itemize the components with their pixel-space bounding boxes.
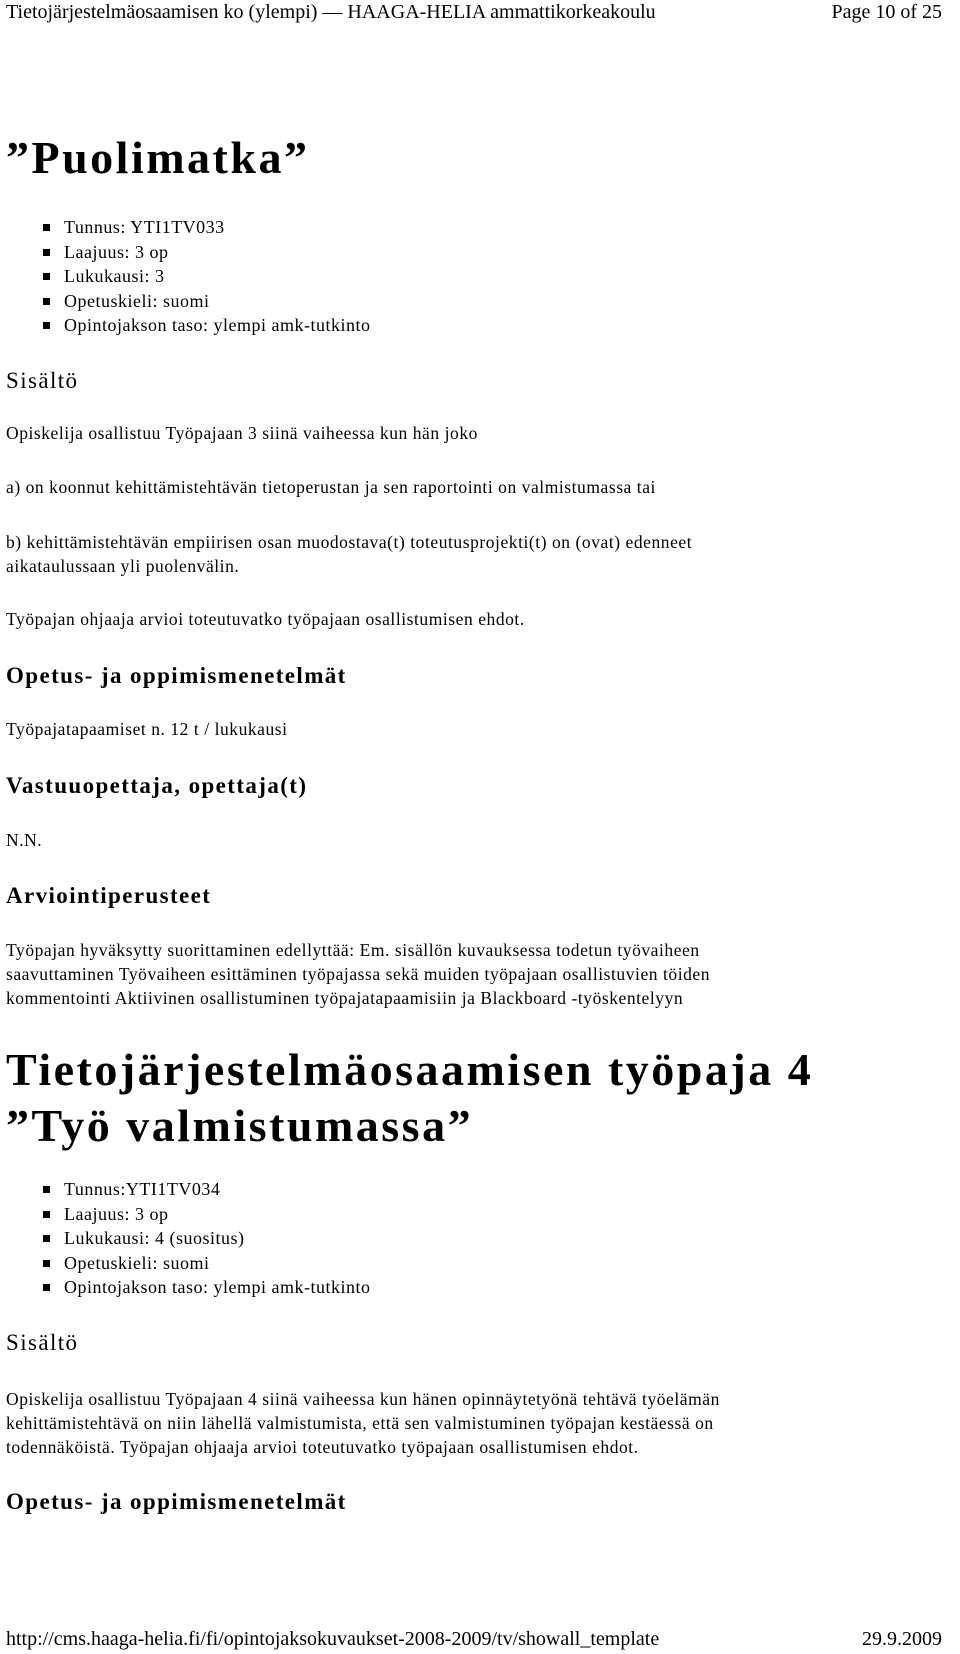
assessment-line: Työpajan hyväksytty suorittaminen edellyttää: Em. sisällön kuvauksessa todetun työvaiheen <box>6 940 700 960</box>
content-line: todennäköistä. Työpajan ohjaaja arvioi toteutuvatko työpajaan osallistumisen ehdot. <box>6 1437 639 1457</box>
list-item: Opetuskieli: suomi <box>0 289 370 314</box>
content-paragraph: a) on koonnut kehittämistehtävän tietoperustan ja sen raportointi on valmistumassa tai <box>6 477 656 497</box>
teachers-text: N.N. <box>6 830 43 850</box>
content-paragraph: Työpajan ohjaaja arvioi toteutuvatko työpajaan osallistumisen ehdot. <box>6 609 525 629</box>
bullet-square-icon <box>43 1260 50 1267</box>
course-details-list <box>0 1177 370 1300</box>
section-heading-content: Sisältö <box>6 1330 79 1355</box>
page-number: Page 10 of 25 <box>831 1 942 23</box>
list-item: Tunnus: YTI1TV033 <box>0 215 370 240</box>
content-paragraph: Opiskelija osallistuu Työpajaan 3 siinä vaiheessa kun hän joko <box>6 423 478 443</box>
content-paragraph: b) kehittämistehtävän empiirisen osan muodostava(t) toteutusprojekti(t) on (ovat) edenneet <box>6 532 693 552</box>
content-line: Opiskelija osallistuu Työpajaan 4 siinä vaiheessa kun hänen opinnäytetyönä tehtävä työelämän <box>6 1389 720 1409</box>
bullet-square-icon <box>43 273 50 280</box>
page-header-title: Tietojärjestelmäosaamisen ko (ylempi) — HAAGA-HELIA ammattikorkeakoulu <box>6 1 656 23</box>
list-item: Opintojakson taso: ylempi amk-tutkinto <box>0 313 370 338</box>
assessment-line: kommentointi Aktiivinen osallistuminen työpajatapaamisiin ja Blackboard -työskentelyyn <box>6 988 684 1008</box>
list-item: Opetuskieli: suomi <box>0 1251 370 1276</box>
assessment-line: saavuttaminen Työvaiheen esittäminen työpajassa sekä muiden työpajaan osallistuvien töiden <box>6 964 711 984</box>
bullet-square-icon <box>43 249 50 256</box>
bullet-square-icon <box>43 1284 50 1291</box>
list-item: Opintojakson taso: ylempi amk-tutkinto <box>0 1275 370 1300</box>
page-footer-date: 29.9.2009 <box>862 1628 942 1650</box>
section-heading-methods: Opetus- ja oppimismenetelmät <box>6 1489 347 1514</box>
course-details-list <box>0 215 370 338</box>
bullet-square-icon <box>43 322 50 329</box>
list-item: Lukukausi: 4 (suositus) <box>0 1226 370 1251</box>
content-paragraph: aikataulussaan yli puolenvälin. <box>6 556 240 576</box>
section-heading-content: Sisältö <box>6 368 79 393</box>
course-subtitle: ”Työ valmistumassa” <box>6 1100 474 1151</box>
list-item: Tunnus:YTI1TV034 <box>0 1177 370 1202</box>
list-item: Laajuus: 3 op <box>0 1202 370 1227</box>
bullet-square-icon <box>43 224 50 231</box>
content-line: kehittämistehtävä on niin lähellä valmistumista, että sen valmistuminen työpajan kestäessä on <box>6 1413 714 1433</box>
section-heading-teachers: Vastuuopettaja, opettaja(t) <box>6 773 308 798</box>
bullet-square-icon <box>43 1235 50 1242</box>
list-item: Lukukausi: 3 <box>0 264 370 289</box>
bullet-square-icon <box>43 1186 50 1193</box>
list-item: Laajuus: 3 op <box>0 240 370 265</box>
section-heading-assessment: Arviointiperusteet <box>6 883 212 908</box>
bullet-square-icon <box>43 1211 50 1218</box>
course-title: ”Puolimatka” <box>6 132 310 183</box>
section-heading-methods: Opetus- ja oppimismenetelmät <box>6 663 347 688</box>
bullet-square-icon <box>43 298 50 305</box>
methods-text: Työpajatapaamiset n. 12 t / lukukausi <box>6 719 288 739</box>
course-title: Tietojärjestelmäosaamisen työpaja 4 <box>6 1044 814 1095</box>
page-footer-url: http://cms.haaga-helia.fi/fi/opintojaksokuvaukset-2008-2009/tv/showall_template <box>6 1628 660 1650</box>
